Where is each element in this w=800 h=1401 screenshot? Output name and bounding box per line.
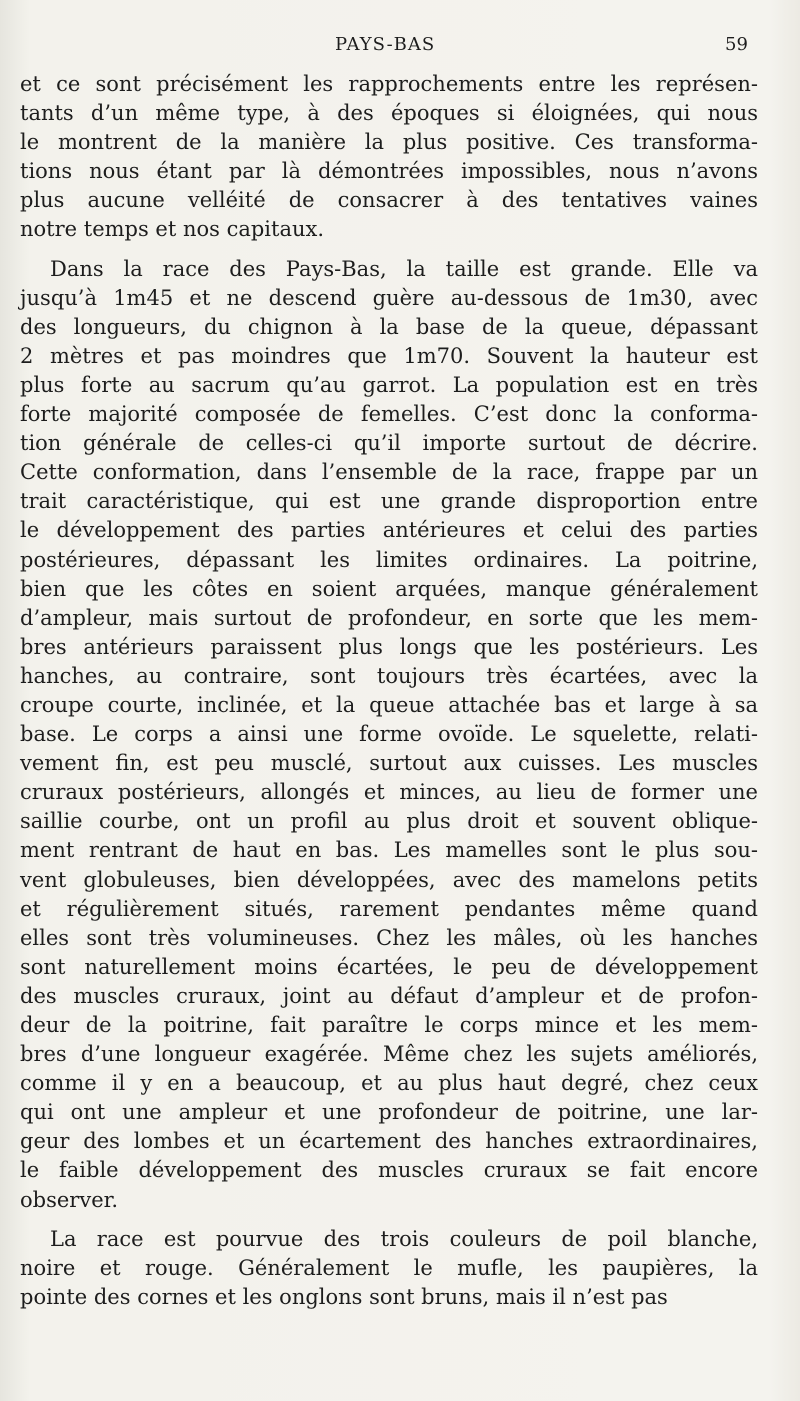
- text-line: le faible développement des muscles cruraux se fait encore: [20, 1158, 758, 1183]
- text-line: et régulièrement situés, rarement pendantes même quand: [20, 896, 758, 921]
- text-line: comme il y en a beaucoup, et au plus haut degré, chez ceux: [20, 1071, 758, 1096]
- paragraph: [20, 1225, 758, 1312]
- text-line: notre temps et nos capitaux.: [20, 217, 325, 242]
- text-line: postérieures, dépassant les limites ordinaires. La poitrine,: [20, 547, 758, 572]
- text-line: bres d’une longueur exagérée. Même chez les sujets améliorés,: [20, 1042, 758, 1067]
- body-text: [20, 70, 758, 1312]
- text-line: cruraux postérieurs, allongés et minces, au lieu de former une: [20, 780, 758, 805]
- page-number: 59: [725, 34, 748, 55]
- page-header: [0, 30, 800, 62]
- text-line: le développement des parties antérieures et celui des parties: [20, 518, 758, 543]
- text-line: Dans la race des Pays-Bas, la taille est grande. Elle va: [50, 256, 758, 281]
- text-line: bien que les côtes en soient arquées, manque généralement: [20, 576, 758, 601]
- text-line: forte majorité composée de femelles. C’est donc la conforma-: [20, 402, 758, 427]
- text-line: vement fin, est peu musclé, surtout aux cuisses. Les muscles: [20, 751, 758, 776]
- text-line: vent globuleuses, bien développées, avec des mamelons petits: [20, 867, 758, 892]
- paragraph: [20, 255, 758, 1215]
- text-line: pointe des cornes et les onglons sont bruns, mais il n’est pas: [20, 1284, 668, 1309]
- text-line: deur de la poitrine, fait paraître le corps mince et les mem-: [20, 1013, 758, 1037]
- text-line: des muscles cruraux, joint au défaut d’ampleur et de profon-: [20, 983, 758, 1008]
- text-line: et ce sont précisément les rapprochements entre les représen-: [20, 72, 758, 96]
- text-line: 2 mètres et pas moindres que 1m70. Souvent la hauteur est: [20, 343, 758, 368]
- text-line: jusqu’à 1m45 et ne descend guère au-dessous de 1m30, avec: [20, 285, 758, 310]
- text-line: base. Le corps a ainsi une forme ovoïde. Le squelette, relati-: [20, 722, 758, 747]
- text-line: plus aucune velléité de consacrer à des tentatives vaines: [20, 188, 758, 213]
- text-line: ment rentrant de haut en bas. Les mamelles sont le plus sou-: [20, 838, 758, 863]
- text-line: croupe courte, inclinée, et la queue attachée bas et large à sa: [20, 692, 758, 717]
- text-line: des longueurs, du chignon à la base de la queue, dépassant: [20, 314, 758, 339]
- text-line: tions nous étant par là démontrées impossibles, nous n’avons: [20, 159, 758, 184]
- text-line: trait caractéristique, qui est une grande disproportion entre: [20, 489, 758, 514]
- text-line: tants d’un même type, à des époques si éloignées, qui nous: [20, 101, 758, 126]
- text-line: elles sont très volumineuses. Chez les mâles, où les hanches: [20, 925, 758, 950]
- text-line: tion générale de celles-ci qu’il importe surtout de décrire.: [20, 431, 758, 456]
- paragraph: [20, 70, 758, 245]
- text-line: Cette conformation, dans l’ensemble de la race, frappe par un: [20, 460, 758, 485]
- text-line: le montrent de la manière la plus positive. Ces transforma-: [20, 130, 758, 155]
- text-line: La race est pourvue des trois couleurs de poil blanche,: [50, 1226, 758, 1251]
- paragraph-gap: [20, 1215, 758, 1225]
- text-line: geur des lombes et un écartement des hanches extraordinaires,: [20, 1129, 758, 1154]
- text-line: d’ampleur, mais surtout de profondeur, en sorte que les mem-: [20, 605, 758, 630]
- text-line: hanches, au contraire, sont toujours très écartées, avec la: [20, 663, 758, 688]
- text-line: observer.: [20, 1187, 119, 1212]
- text-line: plus forte au sacrum qu’au garrot. La population est en très: [20, 372, 758, 397]
- paragraph-gap: [20, 245, 758, 255]
- text-line: noire et rouge. Généralement le mufle, les paupières, la: [20, 1255, 758, 1280]
- text-line: sont naturellement moins écartées, le peu de développement: [20, 954, 758, 979]
- text-line: qui ont une ampleur et une profondeur de poitrine, une lar-: [20, 1100, 758, 1125]
- text-line: bres antérieurs paraissent plus longs que les postérieurs. Les: [20, 634, 758, 659]
- running-title: PAYS-BAS: [335, 34, 436, 55]
- text-line: saillie courbe, ont un profil au plus droit et souvent oblique-: [20, 809, 758, 834]
